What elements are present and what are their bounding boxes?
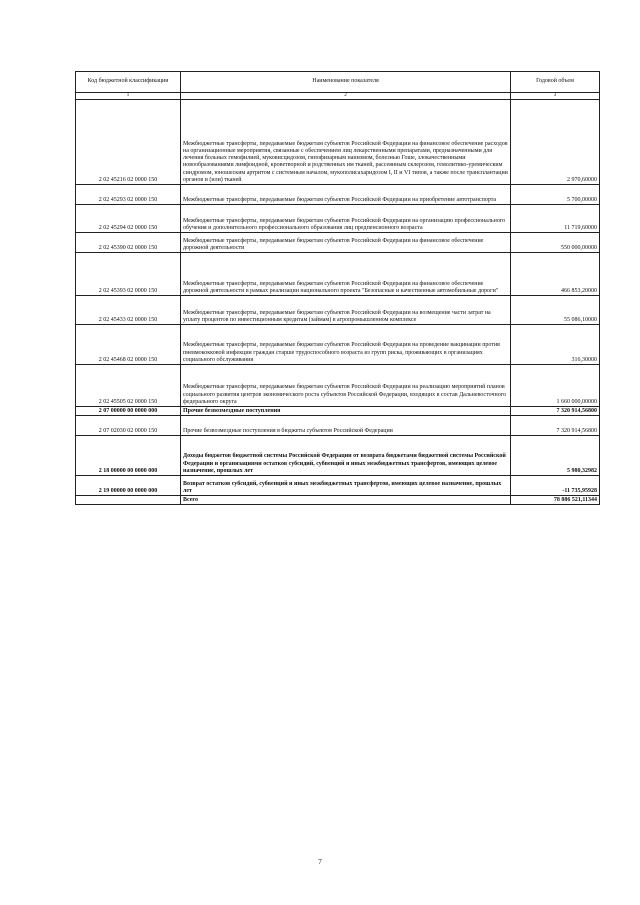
annual-amount: 11 719,60000 [511,205,600,233]
column-number: 2 [181,93,511,100]
column-number: 3 [511,93,600,100]
budget-code: 2 02 45294 02 0000 150 [76,205,181,233]
annual-amount: -11 735,95928 [511,476,600,496]
header-code: Код бюджетной классификации [76,72,181,93]
indicator-name: Прочие безвозмездные поступления в бюджеты субъектов Российской Федерации [181,416,511,436]
table-row [76,476,600,496]
annual-amount: 316,30000 [511,325,600,365]
total-row [76,496,600,505]
table-row [76,205,600,233]
table-row [76,436,600,476]
indicator-name: Возврат остатков субсидий, субвенций и иных межбюджетных трансфертов, имеющих целевое назначение, прошлых лет [181,476,511,496]
indicator-name: Межбюджетные трансферты, передаваемые бюджетам субъектов Российской Федерации на организацию профессионального обучения и дополнительного профессионального образования лиц предпенсионного возраста [181,205,511,233]
budget-code: 2 02 45468 02 0000 150 [76,325,181,365]
header-name: Наименование показателя [181,72,511,93]
header-amount: Годовой объем [511,72,600,93]
annual-amount: 1 660 000,00000 [511,365,600,407]
total-amount: 78 886 521,11344 [511,496,600,505]
page-number: 7 [318,858,322,866]
indicator-name: Межбюджетные трансферты, передаваемые бюджетам субъектов Российской Федерации на приобретение автотранспорта [181,185,511,205]
annual-amount: 7 320 914,56800 [511,407,600,416]
annual-amount: 466 853,20000 [511,253,600,296]
table-header-row [76,72,600,93]
annual-amount: 5 700,00000 [511,185,600,205]
indicator-name: Межбюджетные трансферты, передаваемые бюджетам субъектов Российской Федерации на возмещение части затрат на уплату процентов по инвестиционным кредитам (займам) в агропромышленном комплексе [181,296,511,325]
indicator-name: Межбюджетные трансферты, передаваемые бюджетам субъектов Российской Федерации на финансовое обеспечение расходов на организационные мероприятия, связанные с обеспечением лиц лекарственными препаратами, предназначенными для лечения больных гемофилией, муковисцидозом, гипофизарным нанизмом, болезнью Гоше, злокачественными новообразованиями лимфоидной, кроветворной и родственных им тканей, рассеянным склерозом, гемолитико-уремическим синдромом, юношеским артритом с системным началом, мукополисахаридозом I, II и VI типов, а также после трансплантации органов и (или) тканей [181,100,511,185]
indicator-name: Доходы бюджетов бюджетной системы Российской Федерации от возврата бюджетами бюджетной системы Российской Федерации и организациями остатков субсидий, субвенций и иных межбюджетных трансфертов, имеющих целевое назначение, прошлых лет [181,436,511,476]
table-row [76,365,600,407]
indicator-name: Прочие безвозмездные поступления [181,407,511,416]
table-row [76,185,600,205]
budget-table [75,71,600,505]
column-number-row [76,93,600,100]
indicator-name: Межбюджетные трансферты, передаваемые бюджетам субъектов Российской Федерации на финансовое обеспечение дорожной деятельности в рамках реализации национального проекта "Безопасные и качественные автомобильные дороги" [181,253,511,296]
annual-amount: 2 970,60000 [511,100,600,185]
budget-code: 2 02 45390 02 0000 150 [76,233,181,253]
table-row [76,233,600,253]
column-number: 1 [76,93,181,100]
budget-code: 2 07 02030 02 0000 150 [76,416,181,436]
annual-amount: 550 000,00000 [511,233,600,253]
budget-code: 2 18 00000 00 0000 000 [76,436,181,476]
annual-amount: 55 086,10000 [511,296,600,325]
total-label: Всего [181,496,511,505]
indicator-name: Межбюджетные трансферты, передаваемые бюджетам субъектов Российской Федерации на проведение вакцинации против пневмококковой инфекции граждан старше трудоспособного возраста из групп риска, проживающих в организациях социального обслуживания [181,325,511,365]
budget-code: 2 02 45433 02 0000 150 [76,296,181,325]
table-row [76,296,600,325]
table-row [76,100,600,185]
budget-code: 2 07 00000 00 0000 000 [76,407,181,416]
annual-amount: 7 320 914,56800 [511,416,600,436]
table-row [76,416,600,436]
budget-code: 2 02 45293 02 0000 150 [76,185,181,205]
table-row [76,407,600,416]
budget-code: 2 02 45505 02 0000 150 [76,365,181,407]
annual-amount: 5 980,32982 [511,436,600,476]
table-row [76,325,600,365]
budget-code: 2 19 00000 00 0000 000 [76,476,181,496]
table-row [76,253,600,296]
budget-code [76,496,181,505]
indicator-name: Межбюджетные трансферты, передаваемые бюджетам субъектов Российской Федерации на финансовое обеспечение дорожной деятельности [181,233,511,253]
indicator-name: Межбюджетные трансферты, передаваемые бюджетам субъектов Российской Федерации на реализацию мероприятий планов социального развития центров экономического роста субъектов Российской Федерации, входящих в состав Дальневосточного федерального округа [181,365,511,407]
budget-code: 2 02 45216 02 0000 150 [76,100,181,185]
budget-code: 2 02 45393 02 0000 150 [76,253,181,296]
